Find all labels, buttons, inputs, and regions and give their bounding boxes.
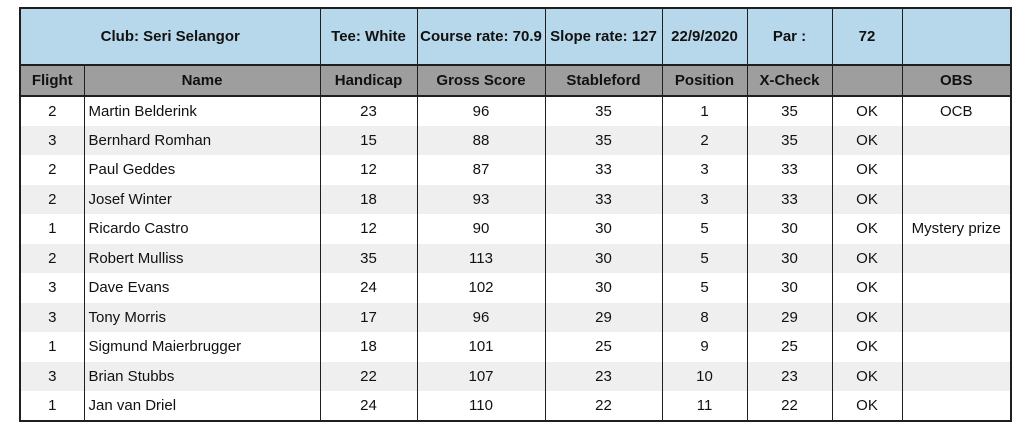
header-flight: Flight xyxy=(20,65,84,96)
cell-handicap: 17 xyxy=(320,303,417,333)
cell-check-status: OK xyxy=(832,126,902,156)
cell-handicap: 12 xyxy=(320,214,417,244)
table-row xyxy=(20,96,1011,126)
cell-stableford: 23 xyxy=(545,362,662,392)
cell-x-check: 30 xyxy=(747,214,832,244)
cell-position: 1 xyxy=(662,96,747,126)
cell-position: 9 xyxy=(662,332,747,362)
par-value: 72 xyxy=(832,8,902,65)
table-row xyxy=(20,185,1011,215)
cell-flight: 1 xyxy=(20,391,84,421)
cell-gross-score: 110 xyxy=(417,391,545,421)
table-row xyxy=(20,244,1011,274)
cell-stableford: 29 xyxy=(545,303,662,333)
cell-x-check: 22 xyxy=(747,391,832,421)
cell-check-status: OK xyxy=(832,303,902,333)
cell-gross-score: 113 xyxy=(417,244,545,274)
cell-obs xyxy=(902,391,1011,421)
cell-handicap: 23 xyxy=(320,96,417,126)
cell-flight: 1 xyxy=(20,332,84,362)
cell-flight: 2 xyxy=(20,185,84,215)
header-stableford: Stableford xyxy=(545,65,662,96)
cell-x-check: 23 xyxy=(747,362,832,392)
cell-obs xyxy=(902,244,1011,274)
cell-x-check: 30 xyxy=(747,273,832,303)
cell-check-status: OK xyxy=(832,244,902,274)
cell-check-status: OK xyxy=(832,391,902,421)
cell-handicap: 35 xyxy=(320,244,417,274)
results-table xyxy=(19,7,1012,422)
cell-name: Sigmund Maierbrugger xyxy=(84,332,320,362)
cell-obs xyxy=(902,303,1011,333)
cell-flight: 3 xyxy=(20,362,84,392)
cell-handicap: 12 xyxy=(320,155,417,185)
cell-x-check: 33 xyxy=(747,185,832,215)
header-position: Position xyxy=(662,65,747,96)
cell-x-check: 30 xyxy=(747,244,832,274)
header-check-status xyxy=(832,65,902,96)
course-rate-info: Course rate: 70.9 xyxy=(417,8,545,65)
cell-gross-score: 96 xyxy=(417,303,545,333)
cell-handicap: 18 xyxy=(320,332,417,362)
cell-position: 11 xyxy=(662,391,747,421)
info-header-row xyxy=(20,8,1011,65)
cell-stableford: 35 xyxy=(545,126,662,156)
cell-handicap: 22 xyxy=(320,362,417,392)
cell-name: Brian Stubbs xyxy=(84,362,320,392)
par-label: Par : xyxy=(747,8,832,65)
cell-flight: 2 xyxy=(20,155,84,185)
cell-stableford: 33 xyxy=(545,155,662,185)
cell-check-status: OK xyxy=(832,96,902,126)
cell-name: Paul Geddes xyxy=(84,155,320,185)
table-row xyxy=(20,391,1011,421)
cell-stableford: 25 xyxy=(545,332,662,362)
cell-gross-score: 88 xyxy=(417,126,545,156)
header-name: Name xyxy=(84,65,320,96)
cell-stableford: 35 xyxy=(545,96,662,126)
cell-handicap: 24 xyxy=(320,391,417,421)
cell-name: Dave Evans xyxy=(84,273,320,303)
cell-gross-score: 93 xyxy=(417,185,545,215)
cell-position: 5 xyxy=(662,273,747,303)
cell-obs xyxy=(902,126,1011,156)
cell-x-check: 25 xyxy=(747,332,832,362)
table-row xyxy=(20,126,1011,156)
cell-obs xyxy=(902,273,1011,303)
column-header-row xyxy=(20,65,1011,96)
tee-info: Tee: White xyxy=(320,8,417,65)
cell-obs xyxy=(902,362,1011,392)
cell-gross-score: 102 xyxy=(417,273,545,303)
table-row xyxy=(20,273,1011,303)
cell-name: Robert Mulliss xyxy=(84,244,320,274)
cell-flight: 2 xyxy=(20,96,84,126)
cell-obs xyxy=(902,155,1011,185)
cell-position: 8 xyxy=(662,303,747,333)
table-body xyxy=(20,96,1011,421)
cell-stableford: 33 xyxy=(545,185,662,215)
cell-flight: 1 xyxy=(20,214,84,244)
cell-obs: Mystery prize xyxy=(902,214,1011,244)
cell-handicap: 24 xyxy=(320,273,417,303)
results-sheet xyxy=(19,7,1012,422)
cell-position: 3 xyxy=(662,185,747,215)
table-row xyxy=(20,214,1011,244)
cell-gross-score: 96 xyxy=(417,96,545,126)
cell-position: 5 xyxy=(662,244,747,274)
cell-handicap: 18 xyxy=(320,185,417,215)
cell-check-status: OK xyxy=(832,214,902,244)
table-row xyxy=(20,332,1011,362)
cell-obs xyxy=(902,332,1011,362)
slope-rate-info: Slope rate: 127 xyxy=(545,8,662,65)
cell-check-status: OK xyxy=(832,155,902,185)
cell-position: 3 xyxy=(662,155,747,185)
cell-gross-score: 87 xyxy=(417,155,545,185)
cell-x-check: 29 xyxy=(747,303,832,333)
cell-name: Ricardo Castro xyxy=(84,214,320,244)
cell-name: Josef Winter xyxy=(84,185,320,215)
cell-flight: 3 xyxy=(20,273,84,303)
cell-obs xyxy=(902,185,1011,215)
table-row xyxy=(20,362,1011,392)
cell-stableford: 30 xyxy=(545,244,662,274)
header-x-check: X-Check xyxy=(747,65,832,96)
header-gross-score: Gross Score xyxy=(417,65,545,96)
club-info: Club: Seri Selangor xyxy=(20,8,320,65)
cell-check-status: OK xyxy=(832,332,902,362)
cell-stableford: 30 xyxy=(545,214,662,244)
cell-stableford: 22 xyxy=(545,391,662,421)
cell-x-check: 35 xyxy=(747,96,832,126)
cell-position: 5 xyxy=(662,214,747,244)
header-handicap: Handicap xyxy=(320,65,417,96)
table-row xyxy=(20,155,1011,185)
cell-position: 2 xyxy=(662,126,747,156)
cell-position: 10 xyxy=(662,362,747,392)
cell-name: Jan van Driel xyxy=(84,391,320,421)
cell-handicap: 15 xyxy=(320,126,417,156)
cell-name: Martin Belderink xyxy=(84,96,320,126)
cell-x-check: 33 xyxy=(747,155,832,185)
header-obs: OBS xyxy=(902,65,1011,96)
cell-check-status: OK xyxy=(832,273,902,303)
cell-flight: 3 xyxy=(20,126,84,156)
cell-stableford: 30 xyxy=(545,273,662,303)
cell-x-check: 35 xyxy=(747,126,832,156)
cell-name: Bernhard Romhan xyxy=(84,126,320,156)
cell-check-status: OK xyxy=(832,185,902,215)
date-info: 22/9/2020 xyxy=(662,8,747,65)
cell-flight: 3 xyxy=(20,303,84,333)
cell-gross-score: 101 xyxy=(417,332,545,362)
cell-obs: OCB xyxy=(902,96,1011,126)
info-spare-cell xyxy=(902,8,1011,65)
cell-gross-score: 107 xyxy=(417,362,545,392)
cell-check-status: OK xyxy=(832,362,902,392)
cell-flight: 2 xyxy=(20,244,84,274)
cell-gross-score: 90 xyxy=(417,214,545,244)
cell-name: Tony Morris xyxy=(84,303,320,333)
table-row xyxy=(20,303,1011,333)
